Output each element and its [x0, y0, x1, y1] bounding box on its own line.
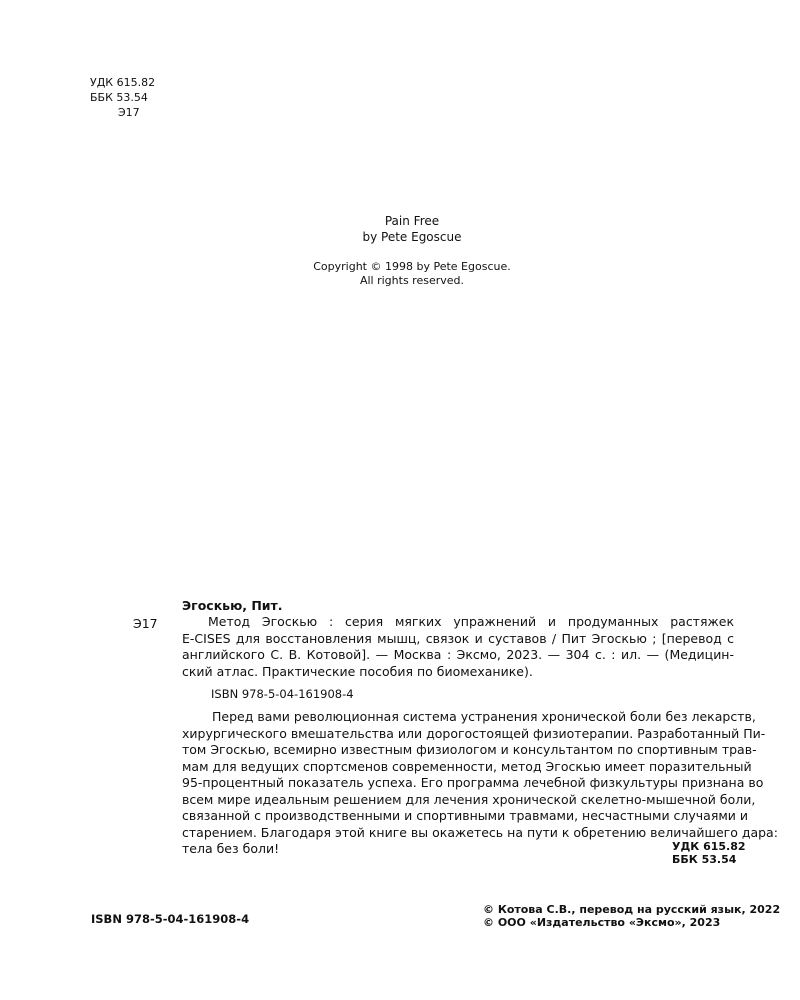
copyright-translation: © Котова С.В., перевод на русский язык, 2022	[483, 903, 781, 916]
annotation-line: Перед вами революционная система устранения хронической боли без лекарств,	[212, 709, 756, 724]
bbk-code-bottom: ББК 53.54	[672, 853, 737, 866]
bbk-code-top: ББК 53.54	[90, 91, 148, 104]
original-copyright: Copyright © 1998 by Pete Egoscue.	[313, 260, 511, 273]
footer-isbn: ISBN 978-5-04-161908-4	[91, 912, 250, 926]
annotation-line: всем мире идеальным решением для лечения хронической скелетно-мышечной боли,	[182, 791, 756, 807]
author-mark-top: Э17	[118, 106, 140, 119]
annotation-line: связанной с производственными и спортивными травмами, несчастными случаями и	[182, 808, 749, 823]
annotation-line: хирургического вмешательства или дорогостоящей физиотерапии. Разработанный Пи-	[182, 725, 766, 741]
original-author: by Pete Egoscue	[362, 230, 462, 244]
catalog-author-mark: Э17	[133, 616, 158, 631]
description-line: Метод Эгоскью : серия мягких упражнений и продуманных растяжек	[208, 614, 734, 629]
annotation-line: старением. Благодаря этой книге вы окажетесь на пути к обретению величайшего дара:	[182, 824, 778, 840]
udk-code-bottom: УДК 615.82	[672, 840, 746, 853]
description-line: E-CISES для восстановления мышц, связок и суставов / Пит Эгоскью ; [перевод с	[182, 630, 734, 646]
catalog-isbn: ISBN 978-5-04-161908-4	[211, 687, 354, 701]
description-line: английского С. В. Котовой]. — Москва : Эксмо, 2023. — 304 с. : ил. — (Медицин-	[182, 647, 734, 662]
annotation-line: тела без боли!	[182, 841, 280, 856]
annotation-line: том Эгоскью, всемирно известным физиологом и консультантом по спортивным трав-	[182, 742, 757, 757]
catalog-author-heading: Эгоскью, Пит.	[182, 598, 283, 613]
annotation-line: 95-процентный показатель успеха. Его программа лечебной физкультуры признана во	[182, 775, 764, 790]
annotation-line: мам для ведущих спортсменов современности, метод Эгоскью имеет поразительный	[182, 758, 752, 774]
description-line: ский атлас. Практические пособия по биомеханике).	[182, 663, 533, 679]
udk-code-top: УДК 615.82	[90, 76, 156, 89]
original-title: Pain Free	[384, 214, 440, 228]
original-rights: All rights reserved.	[359, 274, 465, 287]
catalog-description	[182, 614, 734, 680]
annotation	[182, 709, 778, 858]
copyright-publisher: © ООО «Издательство «Эксмо», 2023	[483, 916, 721, 929]
